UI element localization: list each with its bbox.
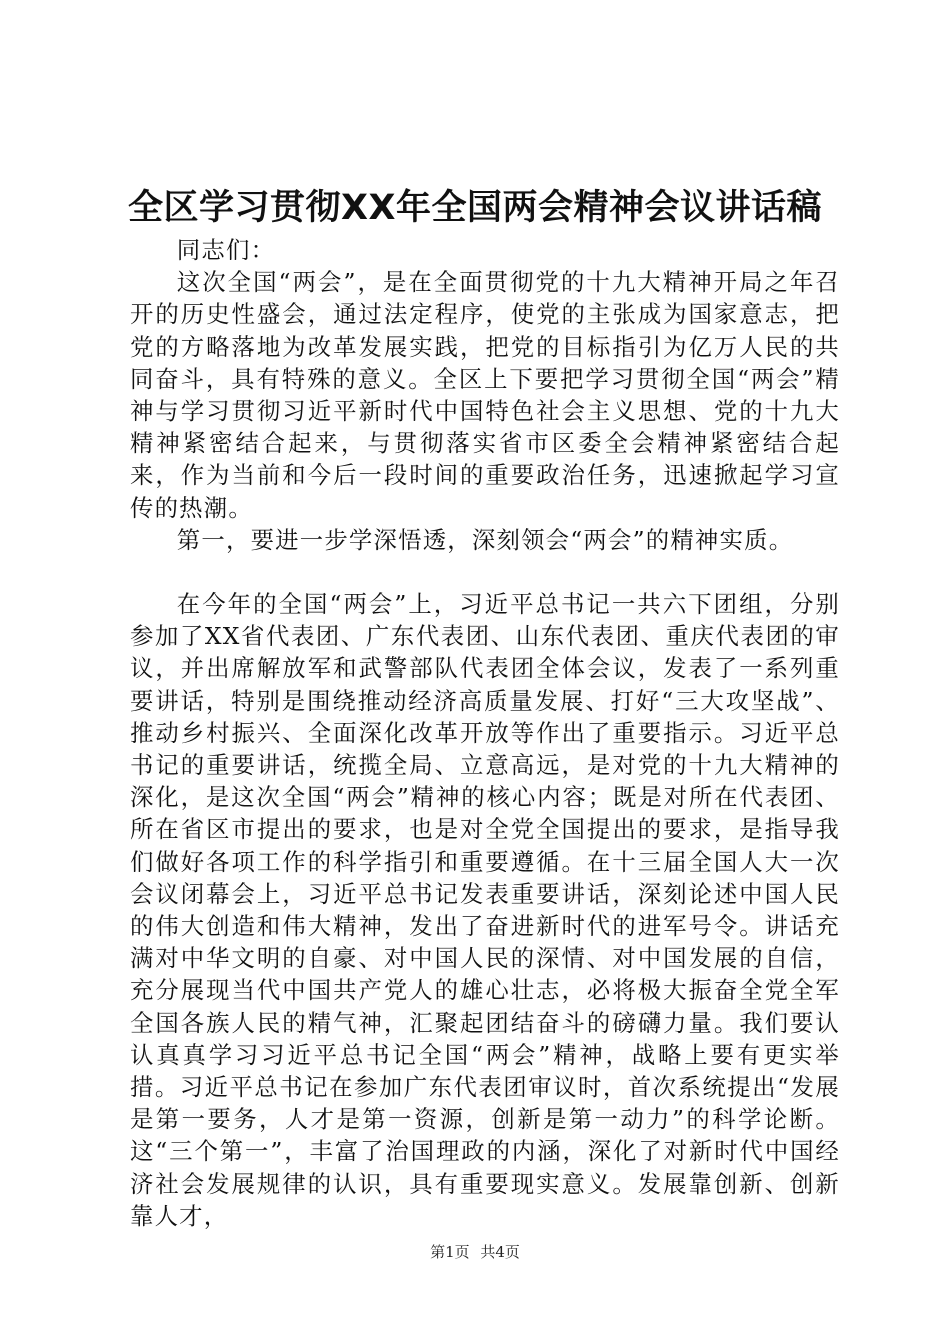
paragraph-section-heading: 第一，要进一步学深悟透，深刻领会“两会”的精神实质。 [176, 525, 794, 554]
page-total: 共4页 [480, 1243, 520, 1261]
document-title: 全区学习贯彻XX年全国两会精神会议讲话稿 [128, 188, 822, 228]
page-footer [0, 1242, 950, 1262]
document-body [130, 234, 840, 1232]
salutation: 同志们： [176, 236, 276, 264]
page-number: 第1页 [430, 1243, 470, 1261]
paragraph-intro: 这次全国“两会”，是在全面贯彻党的十九大精神开局之年召开的历史性盛会，通过法定程序，使党的主张成为国家意志，把党的方略落地为改革发展实践，把党的目标指引为亿万人民的共同奋斗，具有特殊的意义。全区上下要把学习贯彻全国“两会”精神与学习贯彻习近平新时代中国特色社会主义思想、党的十九大精神紧密结合起来，与贯彻落实省市区委全会精神紧密结合起来，作为当前和今后一段时间的重要政治任务，迅速掀起学习宣传的热潮。 [130, 268, 840, 522]
paragraph-main: 在今年的全国“两会”上，习近平总书记一共六下团组，分别参加了XX省代表团、广东代表团、山东代表团、重庆代表团的审议，并出席解放军和武警部队代表团全体会议，发表了一系列重要讲话，特别是围绕推动经济高质量发展、打好“三大攻坚战”、推动乡村振兴、全面深化改革开放等作出了重要指示。习近平总书记的重要讲话，统揽全局、立意高远，是对党的十九大精神的深化，是这次全国“两会”精神的核心内容；既是对所在代表团、所在省区市提出的要求，也是对全党全国提出的要求，是指导我们做好各项工作的科学指引和重要遵循。在十三届全国人大一次会议闭幕会上，习近平总书记发表重要讲话，深刻论述中国人民的伟大创造和伟大精神，发出了奋进新时代的进军号令。讲话充满对中华文明的自豪、对中国人民的深情、对中国发展的自信，充分展现当代中国共产党人的雄心壮志，必将极大振奋全党全军全国各族人民的精气神，汇聚起团结奋斗的磅礴力量。我们要认认真真学习习近平总书记全国“两会”精神，战略上要有更实举措。习近平总书记在参加广东代表团审议时，首次系统提出“发展是第一要务，人才是第一资源，创新是第一动力”的科学论断。这“三个第一”，丰富了治国理政的内涵，深化了对新时代中国经济社会发展规律的认识，具有重要现实意义。发展靠创新、创新靠人才， [130, 590, 840, 1230]
